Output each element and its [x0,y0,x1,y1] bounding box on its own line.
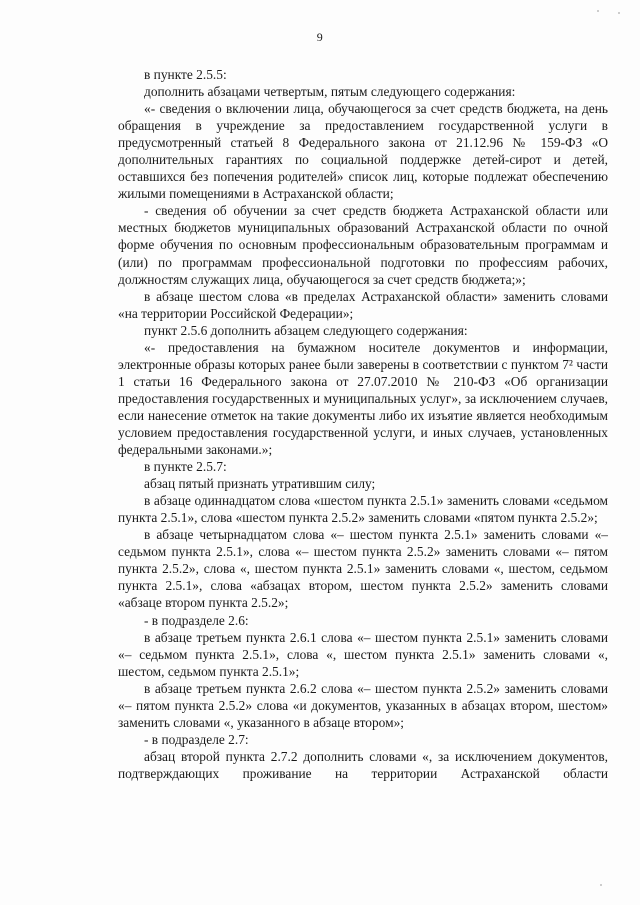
paragraph: абзац второй пункта 2.7.2 дополнить словами «, за исключением документов, подтверждающих проживание на территории Астраханской области [118,748,608,781]
paragraph: - сведения об обучении за счет средств бюджета Астраханской области или местных бюджетов муниципальных образований Астраханской области по очной форме обучения по основным профессиональным образовательным программам и (или) по программам профессиональной подготовки по профессиям рабочих, должностям служащих лица, обучающегося за счет средств бюджета;»; [118,203,608,287]
scan-speck [597,10,599,12]
paragraph: дополнить абзацами четвертым, пятым следующего содержания: [144,84,516,100]
paragraph: в абзаце шестом слова «в пределах Астраханской области» заменить словами «на территории Российской Федерации»; [118,288,608,321]
document-body [118,66,608,782]
paragraph: в абзаце третьем пункта 2.6.2 слова «– шестом пункта 2.5.2» заменить словами «– пятом пункта 2.5.2» слова «и документов, указанных в абзацах втором, шестом» заменить словами «, указанного в абзаце втором»; [118,680,608,730]
paragraph: - в подразделе 2.6: [144,612,249,628]
scan-speck [618,12,620,14]
paragraph: - в подразделе 2.7: [144,731,249,747]
paragraph: в абзаце одиннадцатом слова «шестом пункта 2.5.1» заменить словами «седьмом пункта 2.5.1», слова «шестом пункта 2.5.2» заменить словами «пятом пункта 2.5.2»; [118,493,608,526]
paragraph: абзац пятый признать утратившим силу; [144,476,376,492]
page-number: 9 [316,30,324,44]
paragraph: «- сведения о включении лица, обучающегося за счет средств бюджета, на день обращения в учреждение за предоставлением государственной услуги в предусмотренный статьей 8 Федерального закона от 21.12.96 № 159-ФЗ «О дополнительных гарантиях по социальной поддержке детей-сирот и детей, оставшихся без попечения родителей» список лиц, которые подлежат обеспечению жилыми помещениями в Астраханской области; [118,101,608,202]
scan-speck [600,884,602,886]
paragraph: в абзаце четырнадцатом слова «– шестом пункта 2.5.1» заменить словами «– седьмом пункта 2.5.1», слова «– шестом пункта 2.5.2» заменить словами «– пятом пункта 2.5.2», слова «, шестом пункта 2.5.1» заменить словами «, шестом, седьмом пункта 2.5.1», слова «абзацах втором, шестом пункта 2.5.2» заменить словами «абзаце втором пункта 2.5.2»; [118,527,608,611]
paragraph: в абзаце третьем пункта 2.6.1 слова «– шестом пункта 2.5.1» заменить словами «– седьмом пункта 2.5.1», слова «, шестом пункта 2.5.1» заменить словами «, шестом, седьмом пункта 2.5.1»; [118,629,608,679]
paragraph: пункт 2.5.6 дополнить абзацем следующего содержания: [144,322,468,338]
paragraph: «- предоставления на бумажном носителе документов и информации, электронные образы которых ранее были заверены в соответствии с пунктом 7² части 1 статьи 16 Федерального закона от 27.07.2010 № 210-ФЗ «Об организации предоставления государственных и муниципальных услуг», за исключением случаев, если нанесение отметок на такие документы либо их изъятие является необходимым условием предоставления государственной услуги, и иных случаев, установленных федеральными законами.»; [118,339,608,458]
paragraph: в пункте 2.5.7: [144,459,227,475]
paragraph: в пункте 2.5.5: [144,67,227,82]
